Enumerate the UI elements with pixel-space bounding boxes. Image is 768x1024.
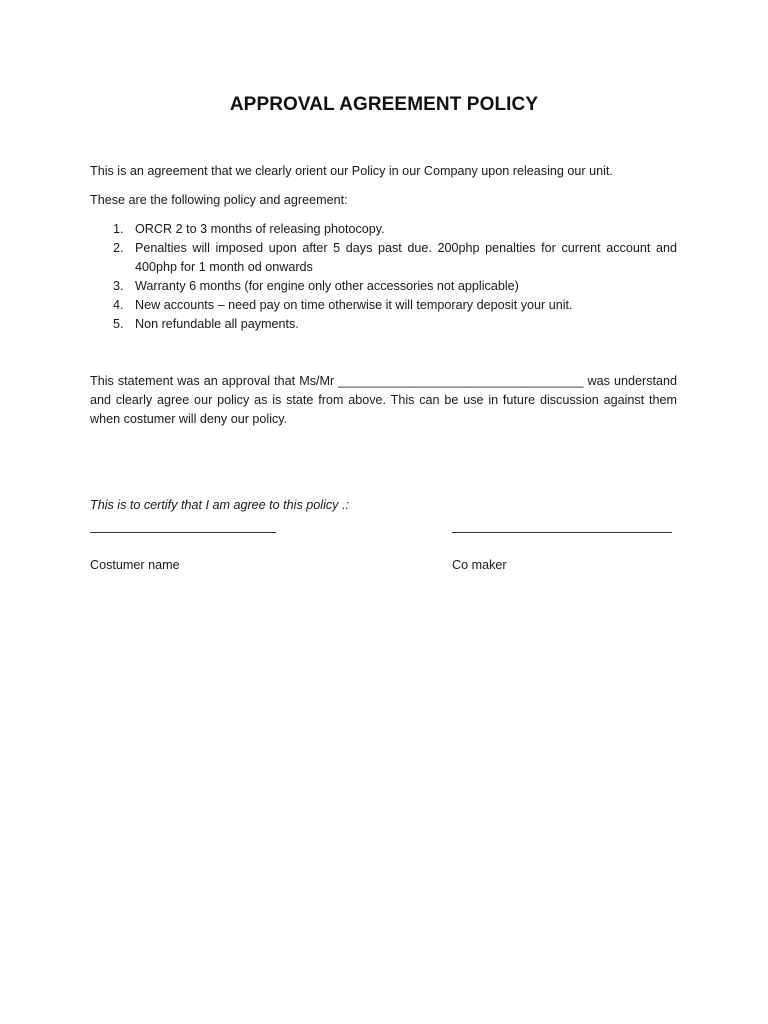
intro-paragraph: This is an agreement that we clearly orient our Policy in our Company upon releasing our unit. [90, 164, 613, 178]
policy-item-number: 1. [113, 222, 124, 236]
certify-statement: This is to certify that I am agree to this policy .: [90, 498, 349, 512]
comaker-signature-line [452, 532, 672, 533]
policy-item-text: Non refundable all payments. [135, 317, 299, 331]
customer-signature-line [90, 532, 276, 533]
policy-item [90, 296, 677, 315]
policy-item [90, 277, 677, 296]
policy-item-text: Penalties will imposed upon after 5 days past due. 200php penalties for current account and 400php for 1 month od onwards [135, 241, 677, 274]
policy-item-number: 4. [113, 298, 124, 312]
policy-item-text: ORCR 2 to 3 months of releasing photocopy. [135, 222, 385, 236]
lead-paragraph: These are the following policy and agreement: [90, 193, 348, 207]
policy-item-number: 5. [113, 317, 124, 331]
policy-item-number: 2. [113, 241, 124, 255]
policy-item-number: 3. [113, 279, 124, 293]
policy-item [90, 315, 677, 334]
policy-item [90, 220, 677, 239]
document-title: APPROVAL AGREEMENT POLICY [229, 94, 539, 115]
comaker-label: Co maker [452, 558, 507, 572]
policy-item-text: New accounts – need pay on time otherwise it will temporary deposit your unit. [135, 298, 573, 312]
policy-item [90, 239, 677, 277]
customer-name-label: Costumer name [90, 558, 180, 572]
policy-list [90, 220, 677, 334]
policy-item-text: Warranty 6 months (for engine only other accessories not applicable) [135, 279, 519, 293]
approval-statement: This statement was an approval that Ms/Mr ___________________________________ was understand and clearly agree our policy as is state from above. This can be use in future discussion against them when costumer will deny our policy. [90, 374, 677, 426]
